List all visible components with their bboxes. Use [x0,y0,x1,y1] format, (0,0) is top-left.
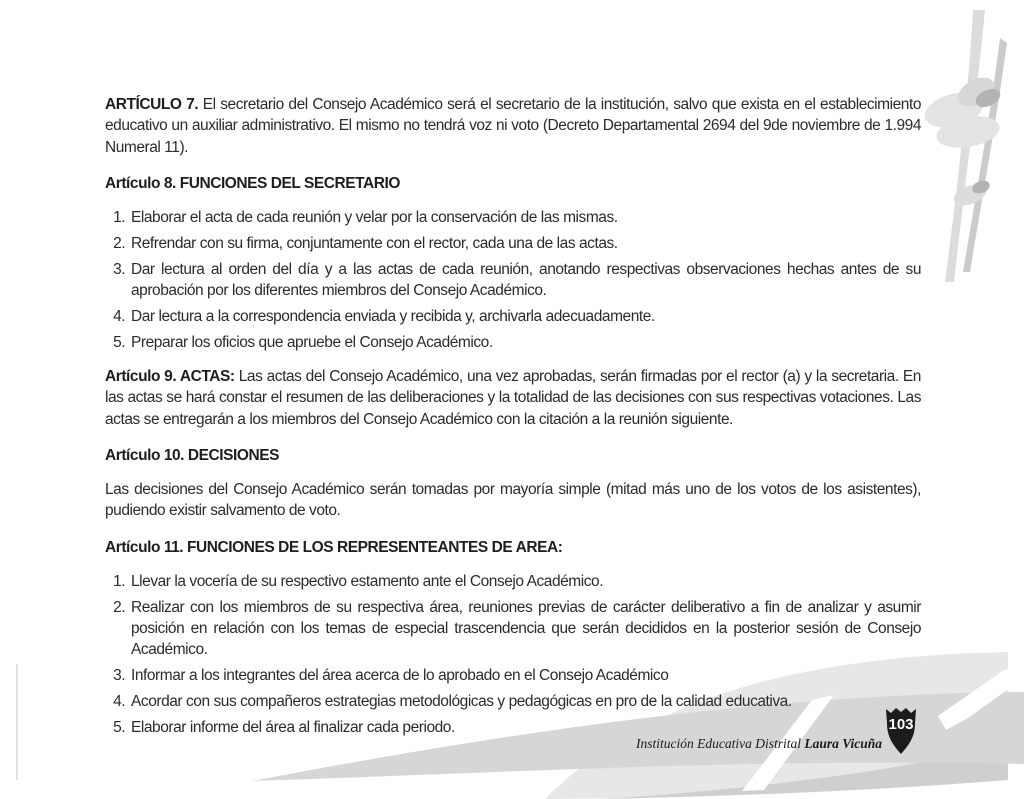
article-list [105,571,921,738]
list-item: 1. Llevar la vocería de su respectivo estamento ante el Consejo Académico. [129,571,921,592]
article-heading: Artículo 11. FUNCIONES DE LOS REPRESENTEANTES DE AREA: [105,538,563,556]
article-heading: Artículo 8. FUNCIONES DEL SECRETARIO [105,174,400,192]
list-item: 3. Dar lectura al orden del día y a las actas de cada reunión, anotando respectivas observaciones hechas antes de su aprobación por los diferentes miembros del Consejo Académico. [129,259,921,302]
footer-institution-prefix: Institución Educativa Distrital [635,736,805,751]
footer-institution [636,736,882,752]
list-item: 4. Dar lectura a la correspondencia enviada y recibida y, archivarla adecuadamente. [129,306,921,327]
article-lead: ARTÍCULO 7. [105,96,203,113]
list-item: 2. Realizar con los miembros de su respectiva área, reuniones previas de carácter deliberativo a fin de analizar y asumir posición en relación con los temas de especial trascendencia que serán decididos en la posterior sesión de Consejo Académico. [129,597,921,661]
article-heading: Artículo 10. DECISIONES [105,446,279,464]
article-lead: Artículo 9. ACTAS: [105,367,239,385]
document-body [105,94,921,751]
page-number: 103 [888,716,914,733]
footer-institution-name: Laura Vicuña [804,736,882,751]
list-item: 2. Refrendar con su firma, conjuntamente con el rector, cada una de las actas. [129,233,921,254]
page-number-badge [884,706,918,756]
article-list [105,207,921,353]
list-item: 4. Acordar con sus compañeros estrategias metodológicas y pedagógicas en pro de la calidad educativa. [129,691,921,712]
page-edge-line [16,664,18,780]
article-paragraph: Las decisiones del Consejo Académico serán tomadas por mayoría simple (mitad más uno de los votos de los asistentes), pudiendo existir salvamento de voto. [105,481,921,520]
list-item: 3. Informar a los integrantes del área acerca de lo aprobado en el Consejo Académico [129,665,921,686]
article-paragraph: ARTÍCULO 7. El secretario del Consejo Académico será el secretario de la institución, salvo que exista en el establecimiento educativo un auxiliar administrativo. El mismo no tendrá voz ni voto (Decreto Departamental 2694 del 9de noviembre de 1.994 Numeral 11). [105,96,922,156]
list-item: 5. Elaborar informe del área al finalizar cada periodo. [129,717,921,738]
article-paragraph: Artículo 9. ACTAS: Las actas del Consejo Académico, una vez aprobadas, serán firmadas por el rector (a) y la secretaria. En las actas se hará constar el resumen de las deliberaciones y la totalidad de las decisiones con sus respectivas votaciones. Las actas se entregarán a los miembros del Consejo Académico con la citación a la reunión siguiente. [105,367,921,428]
list-item: 1. Elaborar el acta de cada reunión y velar por la conservación de las mismas. [129,207,921,228]
list-item: 5. Preparar los oficios que apruebe el Consejo Académico. [129,332,921,353]
rose-flourish-decoration [918,10,1018,282]
